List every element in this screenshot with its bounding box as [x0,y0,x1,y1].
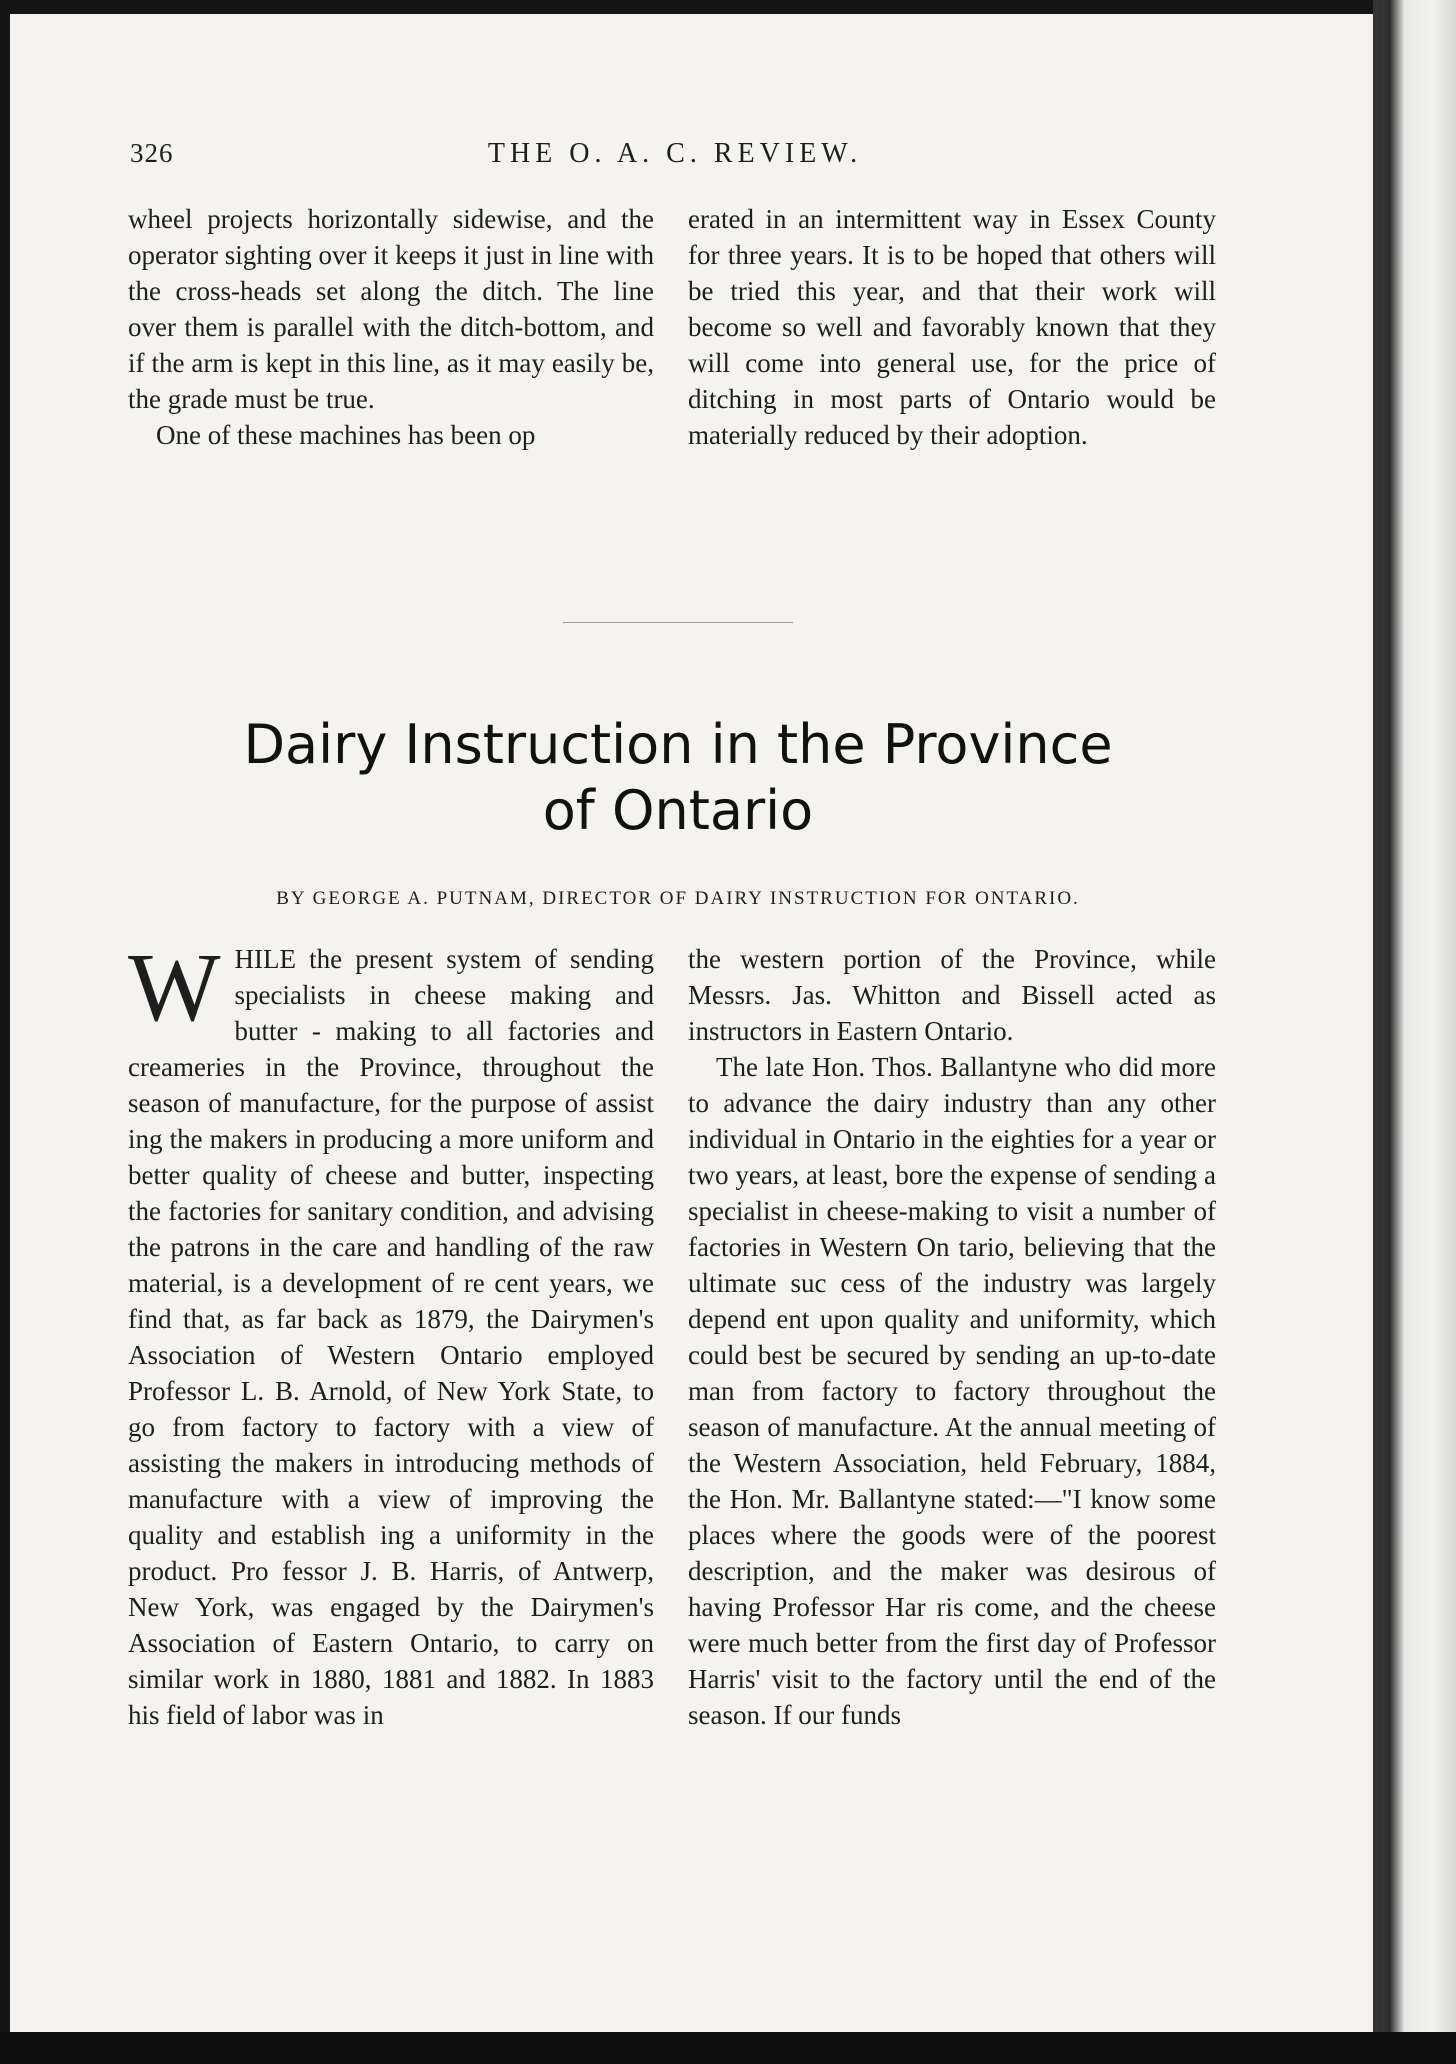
continued-column-right [688,201,1216,453]
article-title [130,712,1226,844]
running-head: THE O. A. C. REVIEW. [487,138,863,169]
article-paragraph-text: HILE the present system of sending specialists in cheese making and butter - making to all factories and creameries in the Province, throughout the season of manufacture, for the purpose of assist ing the makers in producing a more uniform and better quality of cheese and butter, inspecting the factories for sanitary condition, and advising the patrons in the care and handling of the raw material, is a development of re cent years, we find that, as far back as 1879, the Dairymen's Association of Western Ontario employed Professor L. B. Arnold, of New York State, to go from factory to factory with a view of assisting the makers in introducing methods of manufacture with a view of improving the quality and establish ing a uniformity in the product. Pro fessor J. B. Harris, of Antwerp, New York, was engaged by the Dairymen's Association of Eastern Ontario, to carry on similar work in 1880, 1881 and 1882. In 1883 his field of labor was in [128,944,654,1730]
binding-shadow [1373,0,1383,2064]
article-column-right [688,941,1216,1733]
article-title-line: of Ontario [542,779,814,842]
article-column-left [128,934,654,1733]
article-paragraph: the western portion of the Province, while Messrs. Jas. Whitton and Bissell acted as instructors in Eastern Ontario. [688,944,1216,1046]
continued-column-left [128,201,654,453]
article-title-line: Dairy Instruction in the Province [243,713,1113,776]
article-paragraph [128,934,654,1733]
article-paragraph: The late Hon. Thos. Ballantyne who did more to advance the dairy industry than any other individual in Ontario in the eighties for a year or two years, at least, bore the expense of sending a specialist in cheese-making to visit a number of factories in Western On tario, believing that the ultimate suc cess of the industry was largely depend ent upon quality and uniformity, which could best be secured by sending an up-to-date man from factory to factory throughout the season of manufacture. At the annual meeting of the Western Association, held February, 1884, the Hon. Mr. Ballantyne stated:—"I know some places where the goods were of the poorest description, and the maker was desirous of having Professor Har ris come, and the cheese were much better from the first day of Professor Harris' visit to the factory until the end of the season. If our funds [688,1052,1216,1730]
scan-bottom-edge [0,2032,1456,2064]
page-header [130,138,1220,178]
continued-paragraph: wheel projects horizontally sidewise, and the operator sighting over it keeps it just in line with the cross-heads set along the ditch. The line over them is parallel with the ditch-bottom, and if the arm is kept in this line, as it may easily be, the grade must be true. [128,204,654,414]
drop-cap: W [128,934,221,1042]
continued-paragraph: One of these machines has been op [156,420,536,450]
section-divider [563,622,793,623]
page-number: 326 [130,138,174,168]
continued-paragraph: erated in an intermittent way in Essex County for three years. It is to be hoped that others will be tried this year, and that their work will become so well and favorably known that they will come into general use, for the price of ditching in most parts of Ontario would be materially reduced by their adoption. [688,204,1216,450]
book-binding-edge [1373,0,1456,2064]
article-byline: BY GEORGE A. PUTNAM, DIRECTOR OF DAIRY INSTRUCTION FOR ONTARIO. [276,888,1080,909]
